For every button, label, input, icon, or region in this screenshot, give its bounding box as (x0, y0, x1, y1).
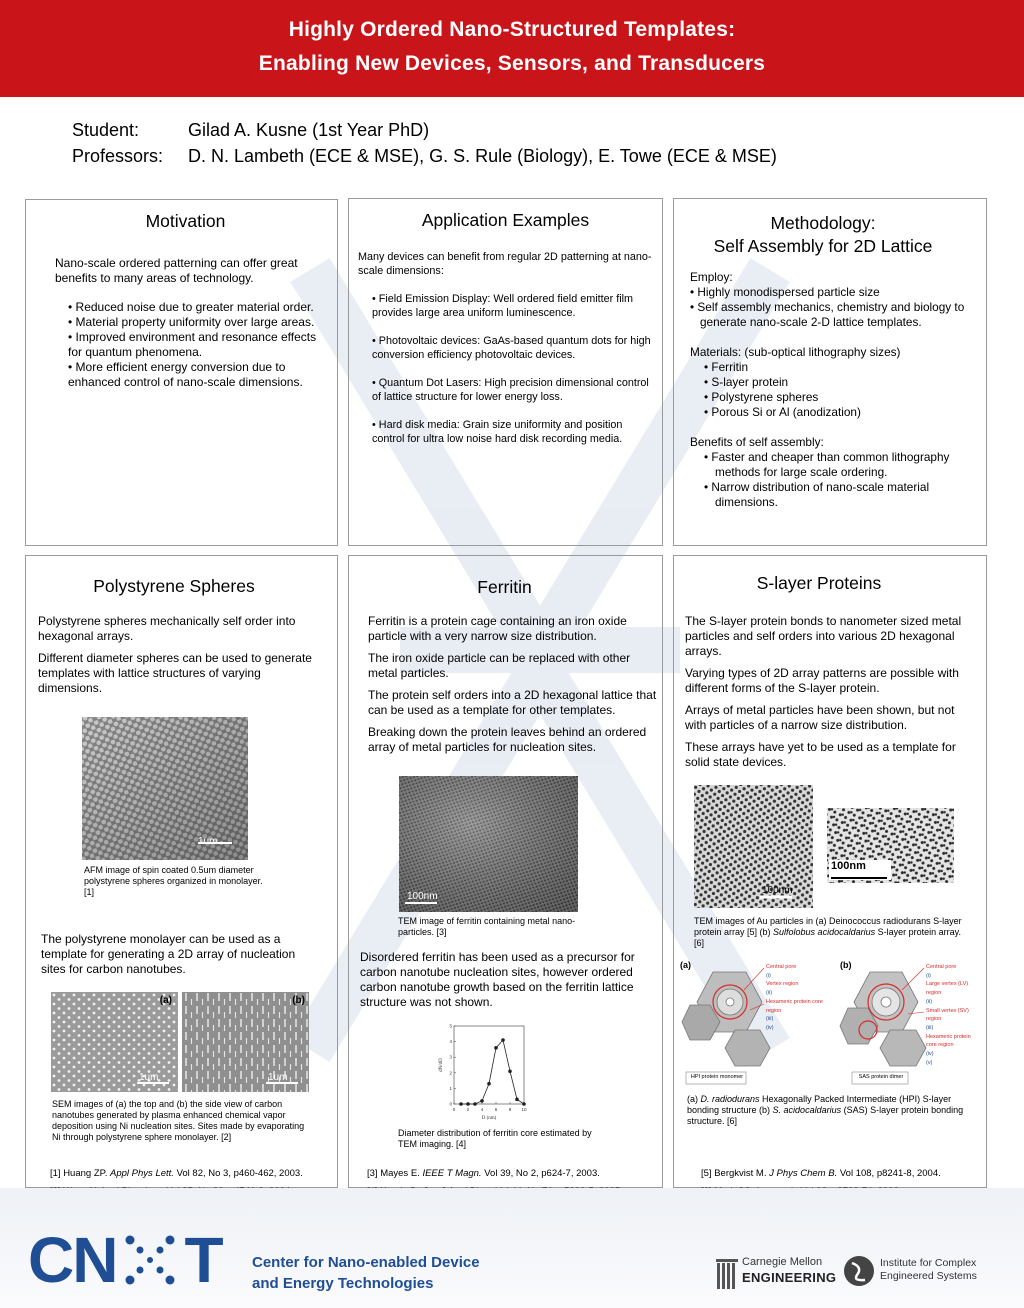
diagram-label-b: (b) (840, 960, 852, 970)
center-name-line-1: Center for Nano-enabled Device (252, 1254, 480, 1271)
materials-label: Materials: (sub-optical lithography sizes) (690, 345, 901, 359)
callout-label: (iv) (766, 1024, 774, 1031)
slayer-a-pattern (694, 785, 813, 908)
benefits-label: Benefits of self assembly: (690, 435, 824, 449)
x-axis-label: D (nm) (481, 1116, 497, 1121)
nanotube-side-pattern (182, 992, 309, 1092)
center-name (252, 1252, 480, 1294)
x-tick-label: 2 (466, 1107, 470, 1112)
ferritin-text (368, 614, 658, 762)
reference-text: Vol 39, No 2, p624-7, 2003. (481, 1168, 600, 1179)
callout-label: Hexameric protein core region (766, 998, 823, 1014)
motivation-bullet: • More efficient energy conversion due to enhanced control of nano-scale dimensions. (68, 360, 303, 389)
tem-caption-ferritin: TEM image of ferritin containing metal nano-particles. [3] (398, 916, 576, 937)
polystyrene-p3: The polystyrene monolayer can be used as a template for generating a 2D array of nucleation sites for carbon nanotubes. (41, 932, 296, 976)
reference-1 (50, 1168, 303, 1179)
tem-scale-label: 100nm (407, 891, 438, 902)
diagram-caption-part: (a) (687, 1094, 701, 1104)
ices-name-line-2: Engineered Systems (880, 1270, 977, 1282)
callout-label: (ii) (926, 998, 933, 1005)
poster-title-line-1: Highly Ordered Nano-Structured Templates: (288, 18, 736, 41)
motivation-title: Motivation (145, 211, 226, 231)
diagram-caption-part: Hexagonally Packed Intermediate (HPI) S-layer bonding structure (b) (687, 1094, 952, 1115)
professors-names: D. N. Lambeth (ECE & MSE), G. S. Rule (Biology), E. Towe (ECE & MSE) (188, 146, 777, 166)
slayer-p4: These arrays have yet to be used as a template for solid state devices. (685, 740, 956, 769)
cmu-building-icon (716, 1257, 740, 1291)
polystyrene-text (38, 614, 326, 703)
distribution-line (461, 1040, 524, 1104)
cnxt-logo (28, 1222, 224, 1298)
reference-text: [1] Huang ZP. (50, 1168, 111, 1179)
polystyrene-p1: Polystyrene spheres mechanically self order into hexagonal arrays. (38, 614, 296, 643)
afm-caption: AFM image of spin coated 0.5um diameter polystyrene spheres organized in monolayer. [1] (84, 865, 263, 897)
application-item: • Photovoltaic devices: GaAs-based quantum dots for high conversion efficiency photovoltaic devices. (372, 335, 651, 361)
reference-text: [3] Mayes E. (367, 1168, 423, 1179)
methodology-title-line-2: Self Assembly for 2D Lattice (713, 236, 933, 256)
motivation-bullet: • Material property uniformity over large areas. (68, 315, 315, 329)
motivation-bullet: • Reduced noise due to greater material order. (68, 300, 314, 314)
y-axis-label: dN/dD (439, 1058, 444, 1072)
callout-label: Large vertex (LV) region (926, 981, 969, 997)
slayer-tem-caption-species: Sulfolobus acidocaldarius (773, 927, 876, 937)
diameter-distribution-chart (436, 1020, 532, 1126)
motivation-intro: Nano-scale ordered patterning can offer great benefits to many areas of technology. (55, 256, 298, 285)
ices-emblem-icon (843, 1253, 875, 1289)
callout-label: Central pore (766, 964, 797, 970)
benefits-item: • Narrow distribution of nano-scale material dimensions. (704, 480, 930, 509)
cmu-engineering-logo (716, 1256, 837, 1292)
title-banner (0, 0, 1024, 97)
employ-label: Employ: (690, 270, 733, 284)
tem-image-slayer-a (694, 785, 813, 908)
cmu-engineering: ENGINEERING (742, 1270, 837, 1285)
callout-label: Central pore (926, 964, 957, 970)
reference-text: Vol 108, p8241-8, 2004. (837, 1168, 941, 1179)
x-tick-label: 8 (508, 1107, 512, 1112)
materials-item: • S-layer protein (704, 375, 789, 389)
afm-image-polystyrene (82, 717, 248, 860)
applications-intro: Many devices can benefit from regular 2D patterning at nano-scale dimensions: (358, 251, 652, 277)
logo-text-right: T (184, 1224, 224, 1296)
callout-label: (i) (766, 972, 771, 979)
data-point (466, 1102, 470, 1106)
slayer-p3: Arrays of metal particles have been shown, but not with particles of a narrow size distribution. (685, 703, 955, 732)
sem-panel-label-a: (a) (159, 995, 172, 1006)
data-point (480, 1099, 484, 1103)
poster-title-line-2: Enabling New Devices, Sensors, and Transducers (258, 52, 766, 75)
student-name: Gilad A. Kusne (1st Year PhD) (188, 120, 430, 140)
student-label: Student: (72, 120, 140, 140)
y-tick-label: 2 (449, 1070, 452, 1076)
reference-journal: Appl Phys Lett. (110, 1168, 174, 1179)
x-tick-label: 0 (452, 1107, 456, 1112)
methodology-title-line-1: Methodology: (770, 213, 876, 233)
reference-text: Vol 82, No 3, p460-462, 2003. (173, 1168, 303, 1179)
data-point (487, 1082, 491, 1086)
polystyrene-p2: Different diameter spheres can be used to generate templates with lattice structures of varying dimensions. (38, 651, 312, 695)
sem-scale-label-b: 1um (268, 1072, 288, 1083)
callout-label: (i) (926, 972, 931, 979)
cmu-name: Carnegie Mellon (742, 1256, 823, 1268)
reference-3 (367, 1168, 600, 1179)
y-tick-label: 5 (449, 1023, 452, 1029)
chart-series (459, 1038, 526, 1106)
tem-image-slayer-b (827, 808, 954, 883)
sem-image-side-view (182, 992, 309, 1092)
x-tick-label: 10 (521, 1107, 527, 1112)
diagram-a-callouts (766, 963, 836, 1033)
ices-name-line-1: Institute for Complex (880, 1257, 977, 1269)
polystyrene-title: Polystyrene Spheres (93, 576, 255, 596)
diagram-b-callouts (926, 963, 980, 1067)
callout-label: Vertex region (766, 981, 799, 988)
afm-scale-bar-label: 1um (198, 836, 218, 847)
slayer-tem-caption (694, 916, 964, 949)
callout-label: (iv) (926, 1051, 934, 1058)
benefits-item: • Faster and cheaper than common lithography methods for large scale ordering. (704, 450, 950, 479)
diagram-label-a: (a) (680, 960, 691, 970)
x-tick-label: 6 (494, 1107, 498, 1112)
diagram-caption-species-b: S. acidocaldarius (772, 1105, 842, 1115)
materials-list (690, 360, 975, 420)
logo-text-left: CN (28, 1224, 117, 1296)
y-tick-label: 0 (449, 1101, 452, 1107)
slayer-structure-diagram (680, 960, 980, 1090)
data-point (494, 1046, 498, 1050)
slayer-b-scale-label: 100nm (831, 860, 866, 872)
materials-item: • Polystyrene spheres (704, 390, 819, 404)
employ-item: • Self assembly mechanics, chemistry and biology to generate nano-scale 2-D lattice templates. (690, 300, 965, 329)
professors-label: Professors: (72, 146, 164, 166)
callout-label: (v) (926, 1059, 933, 1066)
applications-list (358, 292, 654, 446)
plot-frame (454, 1026, 524, 1104)
callout-label: (iii) (926, 1024, 934, 1031)
chart-caption: Diameter distribution of ferritin core estimated by TEM imaging. [4] (398, 1128, 592, 1149)
chart-axes (439, 1024, 527, 1122)
data-point (473, 1102, 477, 1106)
ices-logo (843, 1253, 1003, 1293)
reference-text: [5] Bergkvist M. (701, 1168, 770, 1179)
sphere-lattice-pattern (82, 717, 248, 860)
ferritin-p5: Disordered ferritin has been used as a precursor for carbon nanotube nucleation sites, however ordered carbon nanotube growth based on the ferritin lattice structure was not shown. (360, 950, 635, 1009)
callout-label: Small vertex (SV) region (926, 1007, 969, 1023)
slayer-tem-caption-part: TEM images of Au particles in (a) Deinococcus radiodurans S-layer protein array [5] (b) (694, 916, 962, 937)
reference-5 (701, 1168, 941, 1179)
ices-name (880, 1257, 977, 1283)
motivation-bullets (55, 300, 317, 390)
slayer-text (685, 614, 977, 777)
diagram-a-legend: HPI protein monomer (690, 1074, 744, 1080)
data-point (501, 1038, 505, 1042)
diagram-caption-part: (SAS) S-layer protein bonding structure. [6] (687, 1105, 964, 1126)
slayer-p1: The S-layer protein bonds to nanometer sized metal particles and self orders into various 2D hexagonal arrays. (685, 614, 962, 658)
methodology-title (673, 212, 973, 258)
ferritin-p4: Breaking down the protein leaves behind an ordered array of metal particles for nucleation sites. (368, 725, 647, 754)
callout-label: Hexameric protein core region (926, 1033, 971, 1049)
data-point (515, 1098, 519, 1102)
ferritin-p1: Ferritin is a protein cage containing an iron oxide particle with a very narrow size distribution. (368, 614, 627, 643)
application-item: • Field Emission Display: Well ordered field emitter film provides large area uniform luminescence. (372, 293, 633, 319)
sem-panel-label-b: (b) (292, 995, 305, 1006)
ferritin-title: Ferritin (477, 577, 532, 597)
tem-image-ferritin (399, 776, 578, 912)
data-point (459, 1102, 463, 1106)
ferritin-p2: The iron oxide particle can be replaced with other metal particles. (368, 651, 631, 680)
slayer-p2: Varying types of 2D array patterns are possible with different forms of the S-layer protein. (685, 666, 959, 695)
center-name-line-2: and Energy Technologies (252, 1275, 434, 1292)
application-item: • Hard disk media: Grain size uniformity and position control for ultra low noise hard disk recording media. (372, 419, 623, 445)
applications-title: Application Examples (421, 210, 590, 230)
slayer-diagram-caption (687, 1094, 972, 1127)
reference-journal: J Phys Chem B. (769, 1168, 838, 1179)
slayer-a-scale-label: 100nm (762, 885, 793, 896)
diagram-b-legend: SAS protein dimer (858, 1074, 904, 1080)
reference-journal: IEEE T Magn. (422, 1168, 482, 1179)
methodology-text (690, 270, 975, 510)
materials-item: • Ferritin (704, 360, 749, 374)
data-point (522, 1102, 526, 1106)
callout-label: (ii) (766, 990, 773, 997)
y-tick-label: 1 (449, 1085, 452, 1091)
data-point (508, 1069, 512, 1073)
employ-item: • Highly monodispersed particle size (690, 285, 880, 299)
logo-x-icon (120, 1230, 180, 1290)
ferritin-p3: The protein self orders into a 2D hexagonal lattice that can be used as a template for other templates. (368, 688, 657, 717)
materials-item: • Porous Si or Al (anodization) (704, 405, 861, 419)
diagram-caption-species-a: D. radiodurans (700, 1094, 760, 1104)
sem-image-top-view (51, 992, 178, 1092)
motivation-text (55, 256, 317, 390)
y-tick-label: 3 (449, 1054, 452, 1060)
y-tick-label: 4 (449, 1039, 452, 1045)
slayer-title: S-layer Proteins (756, 573, 882, 593)
sem-caption: SEM images of (a) the top and (b) the side view of carbon nanotubes generated by plasma enhanced chemical vapor deposition using Ni nucleation sites. Sites made by evaporating Ni through polystyrene sphere monolayer. [2] (52, 1099, 305, 1142)
slayer-tem-caption-part: S-layer protein array.[6] (694, 927, 961, 948)
callout-label: (iii) (766, 1016, 774, 1023)
motivation-bullet: • Improved environment and resonance effects for quantum phenomena. (68, 330, 317, 359)
x-tick-label: 4 (480, 1107, 484, 1112)
benefits-list (690, 450, 975, 510)
nanotube-top-pattern (51, 992, 178, 1092)
application-item: • Quantum Dot Lasers: High precision dimensional control of lattice structure for lower energy loss. (372, 377, 649, 403)
sem-scale-label-a: 1um (139, 1072, 159, 1083)
applications-text (358, 250, 654, 453)
